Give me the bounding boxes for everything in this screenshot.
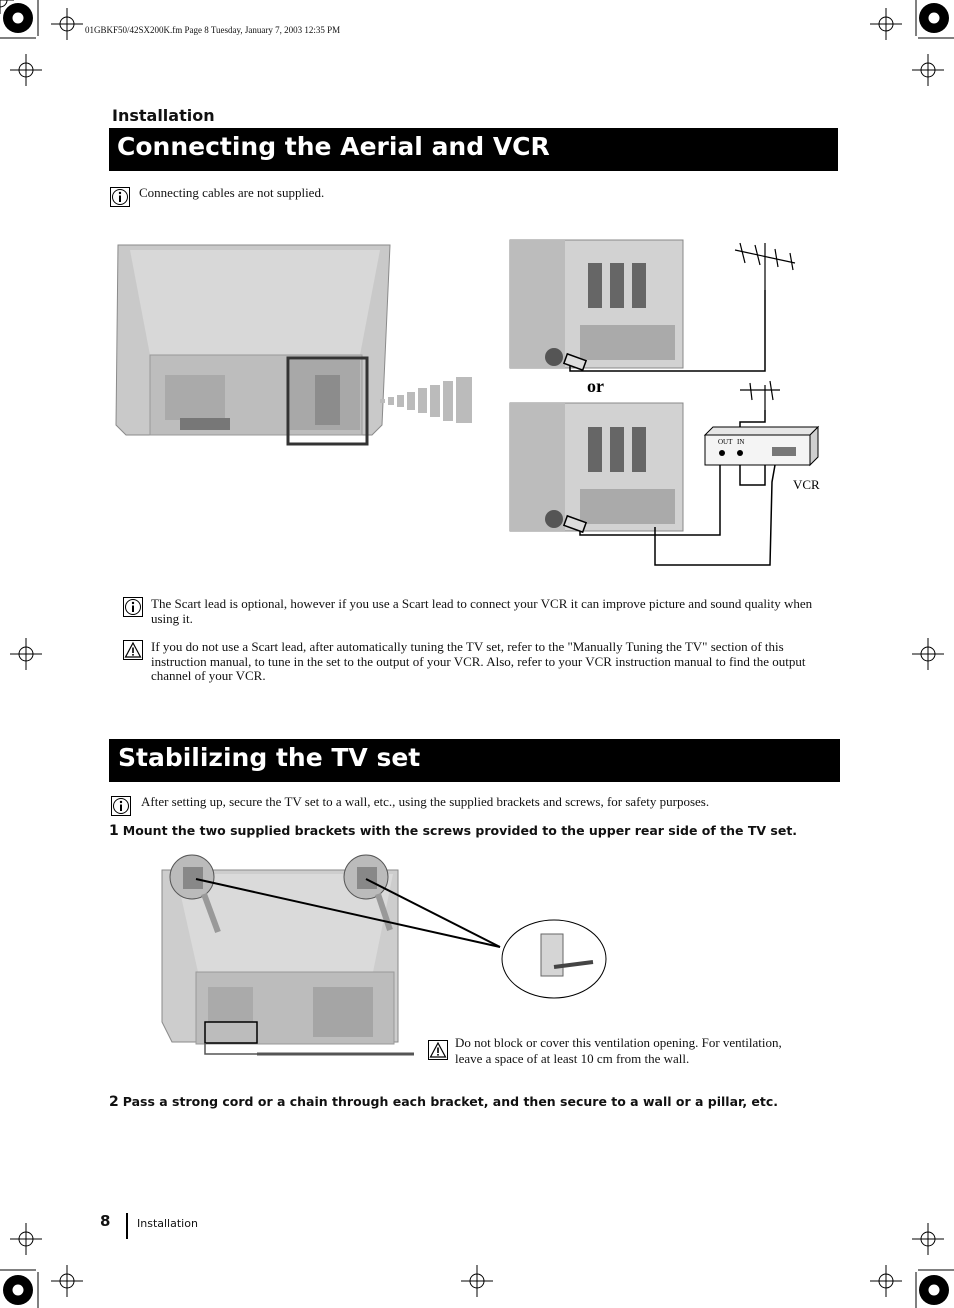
warning-icon [123, 640, 143, 660]
aerial-vcr-connection-diagram [110, 235, 830, 575]
or-label: or [587, 376, 604, 396]
connector-panel-bottom [510, 403, 683, 531]
stabilizing-note: After setting up, secure the TV set to a wall, etc., using the supplied brackets and screws, for safety purposes. [141, 794, 710, 809]
section-label: Installation [112, 106, 215, 125]
scart-note: The Scart lead is optional, however if you use a Scart lead to connect your VCR it can improve picture and sound quality when using it. [151, 596, 813, 626]
warning-icon [428, 1040, 448, 1060]
cables-note: Connecting cables are not supplied. [139, 185, 325, 200]
section-title-aerial-vcr: Connecting the Aerial and VCR [109, 128, 838, 171]
step-text: Pass a strong cord or a chain through each bracket, and then secure to a wall or a pillar, etc. [122, 1094, 779, 1109]
info-icon [111, 796, 131, 816]
file-info-header: 01GBKF50/42SX200K.fm Page 8 Tuesday, January 7, 2003 12:35 PM [85, 25, 341, 35]
bracket-mounting-diagram [158, 852, 618, 1062]
step-2 [109, 1094, 778, 1110]
zoom-indicator [380, 377, 472, 423]
info-icon [110, 187, 130, 207]
ventilation-warning: Do not block or cover this ventilation opening. For ventilation, leave a space of at least 10 cm from the wall. [455, 1035, 782, 1066]
info-icon [123, 597, 143, 617]
footer-divider [126, 1213, 128, 1239]
connector-panel-top [510, 240, 683, 368]
step-text: Mount the two supplied brackets with the screws provided to the upper rear side of the TV set. [122, 823, 798, 838]
step-number: 1 [109, 823, 119, 839]
vcr-unit [705, 427, 818, 465]
vcr-out-label: OUT [718, 438, 733, 446]
footer-label: Installation [137, 1217, 198, 1230]
tuning-warning-note: If you do not use a Scart lead, after automatically tuning the TV set, refer to the "Manually Tuning the TV" section of this instruction manual, to tune in the set to the output of your VCR. Also, refer to your VCR instruction manual to find the output channel of your VCR. [151, 639, 806, 683]
page-number: 8 [100, 1212, 111, 1230]
aerial-antenna-bottom [740, 381, 780, 410]
tv-rear-illustration [116, 245, 390, 444]
vcr-in-label: IN [737, 438, 745, 446]
step-1 [109, 823, 797, 839]
aerial-antenna-top [735, 243, 795, 290]
step-number: 2 [109, 1094, 119, 1110]
section-title-stabilizing: Stabilizing the TV set [109, 739, 840, 782]
vcr-label: VCR [793, 477, 820, 492]
